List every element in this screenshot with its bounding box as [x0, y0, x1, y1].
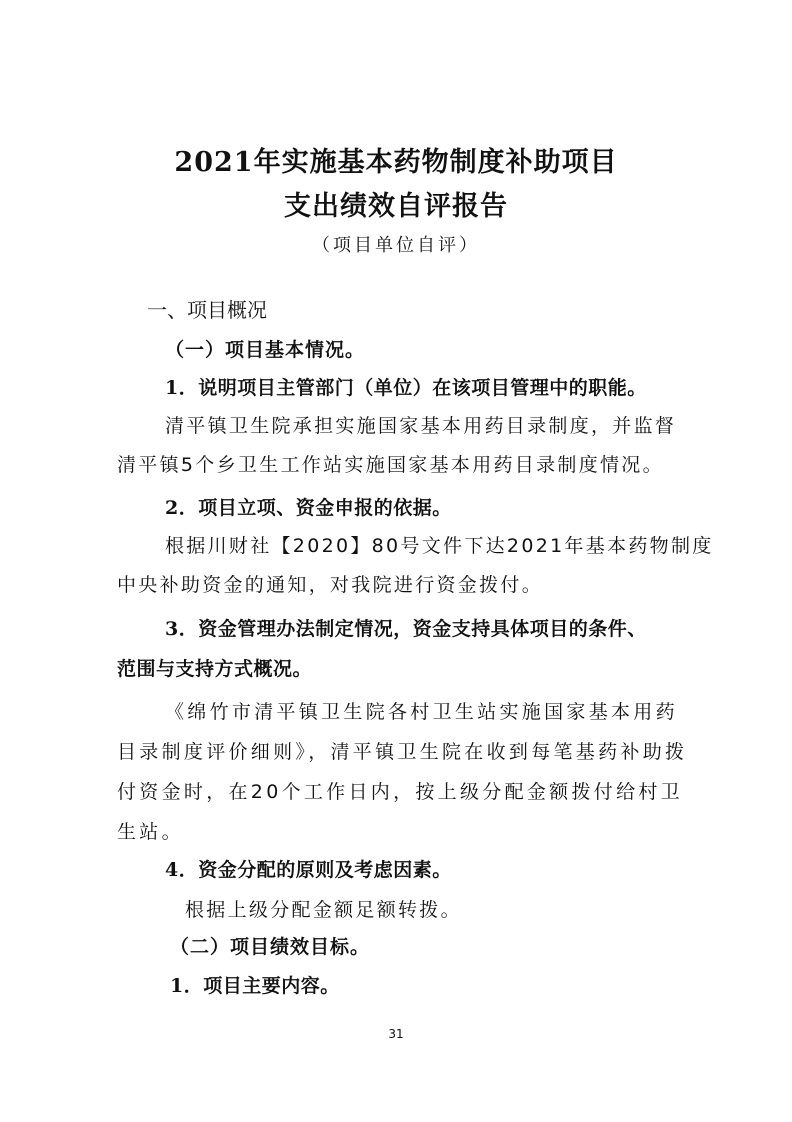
- paragraph-line: 《绵竹市清平镇卫生院各村卫生站实施国家基本用药: [165, 701, 678, 723]
- item-heading-2: 2．项目立项、资金申报的依据。: [165, 497, 452, 519]
- paragraph-line: 清平镇卫生院承担实施国家基本用药目录制度，并监督: [165, 415, 677, 437]
- item-heading-3-cont: 范围与支持方式概况。: [117, 658, 313, 680]
- page-number: 31: [388, 1027, 404, 1041]
- paragraph-line: 中央补助资金的通知，对我院进行资金拨付。: [117, 574, 544, 596]
- paragraph-line: 清平镇5个乡卫生工作站实施国家基本用药目录制度情况。: [117, 454, 664, 476]
- item-heading-1: 1．说明项目主管部门（单位）在该项目管理中的职能。: [165, 377, 647, 399]
- subtitle: （项目单位自评）: [312, 235, 480, 256]
- paragraph-line: 生站。: [117, 821, 184, 843]
- item-heading-5: 1．项目主要内容。: [170, 975, 340, 997]
- paragraph-line: 付资金时，在20个工作日内，按上级分配金额拨付给村卫: [117, 781, 683, 803]
- item-heading-3: 3．资金管理办法制定情况，资金支持具体项目的条件、: [165, 618, 647, 640]
- subsection-heading-2: （二）项目绩效目标。: [170, 936, 371, 958]
- paragraph-line: 根据川财社【2020】80号文件下达2021年基本药物制度: [165, 535, 714, 557]
- section-heading-1: 一、项目概况: [147, 298, 267, 322]
- item-heading-4: 4．资金分配的原则及考虑因素。: [165, 859, 452, 881]
- title-line-1: 2021年实施基本药物制度补助项目: [174, 147, 618, 178]
- paragraph-line: 目录制度评价细则》，清平镇卫生院在收到每笔基药补助拨: [117, 741, 688, 763]
- title-line-2: 支出绩效自评报告: [284, 191, 508, 222]
- paragraph-line: 根据上级分配金额足额转拨。: [185, 899, 462, 921]
- subsection-heading-1: （一）项目基本情况。: [165, 339, 366, 361]
